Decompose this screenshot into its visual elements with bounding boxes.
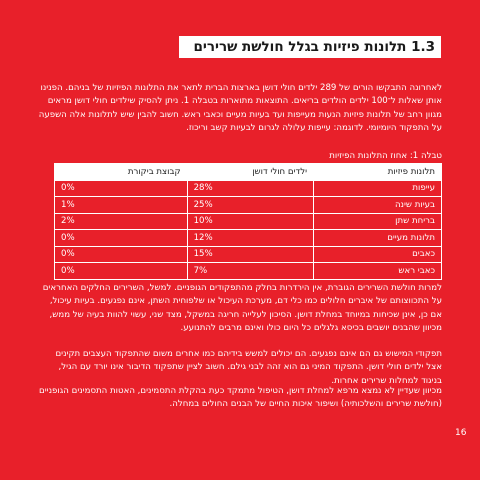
table-row [55,180,442,197]
page-title: 1.3 תלונות פיזיות בגלל חולשת שרירים [179,36,441,58]
paragraph-sensation: תפקודי המישוש גם הם אינם נפגעים. הם יכולים למשש בידיהם כמו אחרים משום שהתפקוד העצבים תקינים אצל ילדים חולי דושן. התפקוד המיני גם הוא זהה לבני גילם. חשוב לציין שתפקוד הדיבור אינו יורד עם הגיל, בניגוד למחלות שרירים אחרות. [55,349,442,386]
cell-duchenne: 12% [187,230,313,247]
cell-complaint: כאבי ראש [314,263,442,280]
cell-complaint: בריחת שתן [314,213,442,230]
paragraph-treatment: מכיוון שעדיין לא נמצא מרפא למחלת דושן, הטיפול מתמקד כעת בהקלת התסמינים, האטות התסמינים הגופניים (חולשת שרירים והשלכותיה) ושיפור איכות החיים של הבנים החולים במחלה. [39,386,442,410]
table-row [55,230,442,247]
cell-control: 1% [55,197,188,214]
header-duchenne: ילדים חולי דושן [187,164,313,181]
table-row [55,197,442,214]
cell-complaint: כאבים [314,246,442,263]
page-number: 16 [455,428,467,438]
table-header-row [55,164,442,181]
cell-control: 2% [55,213,188,230]
table-row [55,213,442,230]
table-row [55,263,442,280]
table-caption: טבלה 1: אחוז התלונות הפיזיות [329,151,442,161]
cell-duchenne: 25% [187,197,313,214]
header-complaint: תלונות פיזיות [314,164,442,181]
paragraph-muscles: למרות חולשת השרירים הגוברת, אין הירדרות בחלק מהתפקודים הגופניים. למשל, השרירים החלקים האחראים על התכווצותם של איברים חלולים כמו כלי דם, מערכת העיכול או שלפוחית השתן, אינם נפגעים. בעיות עיכול, אם כן, אינן שכיחות במיוחד במחלת דושן. הסיכון לעלייה חריגה במשקל, מצד שני, עשוי להוות בעיה של ממש, מכיוון שהבנים יושבים בכיסא גלגלים כל היום כולו ואינם מרבים להתנועע. [42,283,442,334]
cell-duchenne: 28% [187,180,313,197]
cell-control: 0% [55,230,188,247]
header-control: קבוצת ביקורת [55,164,188,181]
cell-control: 0% [55,180,188,197]
cell-duchenne: 7% [187,263,313,280]
cell-duchenne: 15% [187,246,313,263]
cell-control: 0% [55,263,188,280]
cell-complaint: תלונות מעיים [314,230,442,247]
cell-complaint: בעיות שינה [314,197,442,214]
cell-control: 0% [55,246,188,263]
table-row [55,246,442,263]
complaints-table [54,163,442,280]
paragraph-intro: לאחרונה התבקשו הורים של 289 ילדים חולי דושן בארצות הברית לתאר את התלונות הפיזיות של בניהם. הפנינו אותן שאלות ל־100 ילדים הולדים בריאים. התוצאות מתוארות בטבלה 1. ניתן להסיק שילדים חולי דושן מראים מגוון רחב של תלונות פיזיות הנעות מעייפות ועד בעיות מעיים וכאבי ראש. חשוב להבין שיש לתלונות אלה השפעה על התפקוד היומיומי. לדוגמה: עייפות עלולה לגרום לבעיות קשב וריכוז. [38,83,442,134]
cell-complaint: עייפות [314,180,442,197]
cell-duchenne: 10% [187,213,313,230]
